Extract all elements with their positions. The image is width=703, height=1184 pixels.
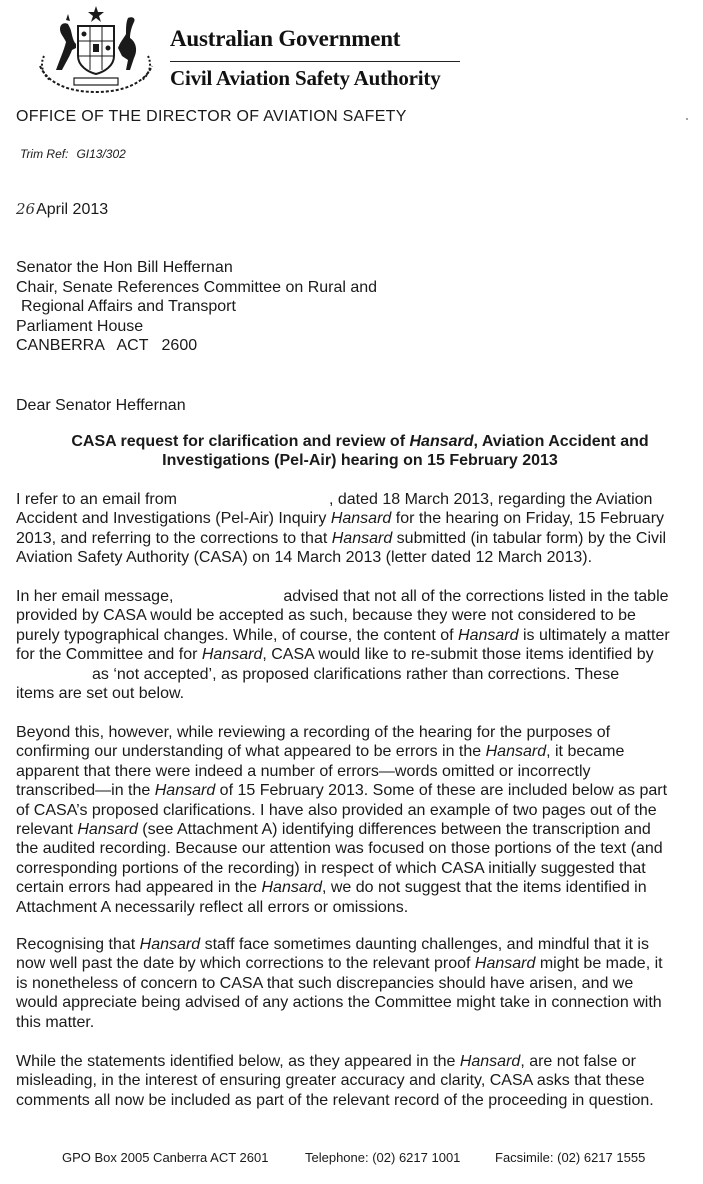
- paragraph-text: relevant: [16, 821, 78, 839]
- paragraph-text: might be made, it: [535, 955, 663, 973]
- paragraph-text: of CASA’s proposed clarifications. I have also provided an example of two pages out of the: [16, 801, 657, 819]
- recipient-line: Regional Affairs and Transport: [21, 298, 236, 316]
- hansard-emphasis: Hansard: [139, 936, 201, 953]
- subject-heading: [40, 432, 680, 470]
- letterhead-divider: [170, 61, 460, 62]
- recipient-line: Chair, Senate References Committee on Rural and: [16, 278, 378, 296]
- recipient-line: Senator the Hon Bill Heffernan: [16, 259, 233, 276]
- paragraph-text: advised that not all of the corrections listed in the table: [283, 588, 669, 605]
- paragraph-text: comments all now be included as part of the relevant record of the proceeding in question.: [16, 1091, 654, 1109]
- paragraph-text: for the hearing on Friday, 15 February: [391, 510, 665, 528]
- paragraph-text: Aviation Safety Authority (CASA) on 14 March 2013 (letter dated 12 March 2013).: [16, 549, 593, 567]
- hansard-emphasis: Hansard: [154, 782, 216, 800]
- recipient-line: Parliament House: [16, 317, 144, 335]
- paragraph-text: In her email message,: [16, 588, 174, 605]
- paragraph-text: Accident and Investigations (Pel-Air) Inquiry: [16, 510, 331, 528]
- trim-reference: [20, 147, 126, 161]
- hansard-emphasis: Hansard: [474, 955, 536, 973]
- paragraph-text: corresponding portions of the recording) in respect of which CASA initially suggested that: [16, 859, 646, 877]
- paragraph-text: as ‘not accepted’, as proposed clarifications rather than corrections. These: [92, 665, 620, 683]
- paragraph-text: would appreciate being advised of any actions the Committee might take in connection with: [16, 994, 662, 1012]
- subject-text: Investigations (Pel-Air) hearing on 15 February 2013: [162, 452, 558, 469]
- footer-telephone: Telephone: (02) 6217 1001: [305, 1150, 461, 1165]
- date-month-year: April 2013: [36, 201, 109, 218]
- hansard-emphasis: Hansard: [330, 510, 392, 528]
- paragraph-4: [16, 935, 696, 1032]
- paragraph-text: the audited recording. Because our attention was focused on those portions of the text (and: [16, 840, 663, 858]
- paragraph-text: Recognising that: [16, 936, 140, 953]
- paragraph-text: Beyond this, however, while reviewing a recording of the hearing for the purposes of: [16, 724, 611, 741]
- paragraph-text: staff face sometimes daunting challenges, and mindful that it is: [200, 936, 649, 953]
- hansard-emphasis: Hansard: [201, 646, 263, 664]
- government-name: Australian Government: [170, 26, 401, 51]
- paragraph-1: [16, 490, 696, 568]
- hansard-emphasis: Hansard: [261, 879, 322, 897]
- paragraph-text: While the statements identified below, as they appeared in the: [16, 1053, 460, 1070]
- paragraph-text: , it became: [546, 743, 625, 761]
- paragraph-2: [16, 587, 696, 703]
- paragraph-text: provided by CASA would be accepted as such, because they were not considered to be: [16, 607, 636, 625]
- trim-value: GI13/302: [76, 147, 126, 161]
- subject-emphasis: Hansard: [409, 433, 474, 450]
- subject-text: , Aviation Accident and: [473, 433, 649, 450]
- paragraph-5: [16, 1052, 696, 1110]
- paragraph-text: transcribed—in the: [16, 782, 155, 800]
- trim-label: Trim Ref:: [20, 147, 69, 161]
- paragraph-text: is nonetheless of concern to CASA that such discrepancies should have arisen, and we: [16, 974, 634, 992]
- salutation: Dear Senator Heffernan: [16, 397, 186, 414]
- paragraph-text: apparent that there were indeed a number of errors—words omitted or incorrectly: [16, 762, 591, 780]
- paragraph-text: certain errors had appeared in the: [16, 879, 262, 897]
- hansard-emphasis: Hansard: [331, 529, 393, 547]
- paragraph-text: I refer to an email from: [16, 491, 177, 508]
- hansard-emphasis: Hansard: [458, 626, 519, 644]
- handwritten-day: 26: [16, 200, 36, 218]
- footer-facsimile: Facsimile: (02) 6217 1555: [495, 1150, 646, 1165]
- paragraph-text: of 15 February 2013. Some of these are included below as part: [215, 782, 668, 800]
- paragraph-text: , CASA would like to re-submit those items identified by: [262, 646, 654, 664]
- paragraph-text: misleading, in the interest of ensuring greater accuracy and clarity, CASA asks that these: [16, 1072, 645, 1090]
- paragraph-text: Attachment A necessarily reflect all errors or omissions.: [16, 898, 409, 916]
- paragraph-text: is ultimately a matter: [518, 626, 670, 644]
- paragraph-text: (see Attachment A) identifying differences between the transcription and: [137, 821, 651, 839]
- paragraph-text: this matter.: [16, 1013, 95, 1031]
- paragraph-text: for the Committee and for: [16, 646, 202, 664]
- paragraph-text: items are set out below.: [16, 685, 185, 703]
- hansard-emphasis: Hansard: [459, 1053, 521, 1070]
- hansard-emphasis: Hansard: [77, 821, 138, 839]
- paragraph-text: , are not false or: [520, 1053, 636, 1070]
- paragraph-text: now well past the date by which corrections to the relevant proof: [16, 955, 475, 973]
- letter-date: [16, 200, 108, 219]
- footer-address: GPO Box 2005 Canberra ACT 2601: [62, 1150, 269, 1165]
- office-heading: OFFICE OF THE DIRECTOR OF AVIATION SAFETY: [16, 108, 407, 125]
- subject-text: CASA request for clarification and review of: [71, 433, 410, 450]
- agency-name: Civil Aviation Safety Authority: [170, 66, 441, 90]
- recipient-line: CANBERRA ACT 2600: [16, 337, 198, 355]
- scan-speck: [686, 118, 688, 120]
- hansard-emphasis: Hansard: [485, 743, 547, 761]
- paragraph-text: confirming our understanding of what appeared to be errors in the: [16, 743, 486, 761]
- paragraph-text: purely typographical changes. While, of course, the content of: [16, 626, 459, 644]
- paragraph-text: , we do not suggest that the items identified in: [321, 879, 647, 897]
- paragraph-text: submitted (in tabular form) by the Civil: [392, 529, 667, 547]
- paragraph-3: [16, 723, 696, 917]
- recipient-address: [16, 258, 377, 356]
- australian-coat-of-arms-icon: [30, 4, 162, 96]
- paragraph-text: , dated 18 March 2013, regarding the Aviation: [328, 491, 653, 508]
- paragraph-text: 2013, and referring to the corrections to that: [16, 529, 332, 547]
